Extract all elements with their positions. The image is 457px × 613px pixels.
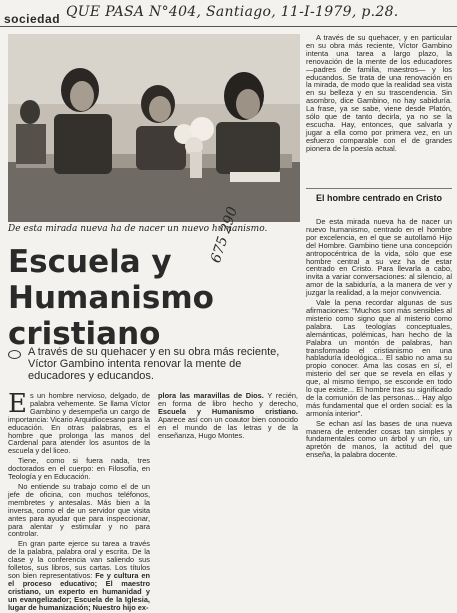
paragraph: Se echan así las bases de una nueva manera de entender cosas tan simples y fundamentales como un árbol y un río, un apretón de manos, la actitud del que enseña, la palabra docente. <box>306 418 452 460</box>
paragraph: Vale la pena recordar algunas de sus afirmaciones: "Muchos son más sensibles al misterio como signo que al misterio como palabra. Las teologías conceptuales, alemánticas, polémicas, han hecho de la Palabra un montón de palabras, han transformado el cristianismo en una habladuría ideológica... El sabio no ama su propio conocer. Ama las cosas en sí, el misterio del ser que se revela en ellas y que, al mismo tiempo, se esconde en todo lo que existe... El hombre tras su significado de la comunión de las personas... Hay algo más fundamental que el orden social: es la armonía interior". <box>306 298 452 418</box>
photo-caption: De esta mirada nueva ha de nacer un nuevo humanismo. <box>8 224 268 234</box>
headline-line: cristiano <box>8 316 161 352</box>
right-column-top <box>306 34 452 155</box>
paragraph: plora las maravillas de Dios. Y recién, en forma de libro hecho y derecho, Escuela y Humanismo cristiano. Aparece así con un coautor bien conocido en el mundo de las letras y de la enseñanza, Hugo Montes. <box>158 391 298 440</box>
eye-icon <box>8 350 21 359</box>
paragraph: A través de su quehacer, y en particular en su obra más reciente, Víctor Gambino intenta una tarea a largo plazo, la renovación de la mente de los educadores —padres de familia, maestros— y los educandos. Se trata de una renovación en la mirada, de modo que la realidad sea vista en su belleza y en su trascendencia. Sin asombro, dice Gambino, no hay sabiduría. La frase, ya se sabe, viene desde Platón, sólo que de tanto decirla, ya no se la escucha. Hay, entonces, que salvarla y jugar a ella como por primera vez, en un esfuerzo comparable con el de grandes pionera de la poesía actual. <box>306 33 452 153</box>
paragraph: De esta mirada nueva ha de nacer un nuevo humanismo, centrado en el hombre por excelencia, en el que se autollamó Hijo del Hombre. Gambino tiene una concepción antropocéntrica de la vida, sólo que ese hombre central a su vez ha de estar centrado en Cristo. Para llevarla a cabo, invita a variar conversaciones: al silencio, al amor de la sabiduría, a la manera de ver y juzgar la realidad, a la mejor convivencia. <box>306 217 452 298</box>
subhead-rule <box>306 188 452 189</box>
handwritten-margin-note: 675 290 <box>208 204 242 265</box>
section-label: sociedad <box>4 12 61 26</box>
headline-line: Humanismo <box>8 280 214 316</box>
handwritten-source-note: QUE PASA N°404, Santiago, 11-I-1979, p.28. <box>66 4 399 20</box>
classroom-photo <box>8 34 300 222</box>
paragraph: En gran parte ejerce su tarea a través de la palabra, palabra oral y escrita. De la clase y la conferencia van saliendo sus folletos, sus libros, sus cartas. Los títulos son bien representativos: Fe y cultura en el proceso educativo; El maestro cristiano, un experto en humanidad y un evangelizador; Escuela de la Iglesia, lugar de humanización; Nuestro hijo ex- <box>8 539 150 612</box>
lead-paragraph: A través de su quehacer y en su obra más reciente, Víctor Gambino intenta renovar la mente de educadores y educandos. <box>28 346 280 382</box>
paragraph: Es un hombre nervioso, delgado, de palabra vehemente. Se llama Víctor Gambino y desempeña un cargo de importancia: Vicario Arquidiocesano para la educación. En otras palabras, es el hombre que prolonga las manos del Cardenal para atender los asuntos de la escuela y del liceo. <box>8 389 151 456</box>
drop-cap: E <box>8 389 27 419</box>
right-column-bottom <box>306 218 452 461</box>
header-rule <box>0 26 457 27</box>
paragraph: No entiende su trabajo como el de un jefe de oficina, con muchos teléfonos, membretes y antesalas. Más bien a la inversa, como el de un servidor que visita antes para ayudar que para inspeccionar, para alentar y estimular y no para controlar. <box>8 481 150 539</box>
classroom-photo-illustration <box>8 34 300 222</box>
headline <box>8 244 298 352</box>
article-column-2 <box>158 392 298 441</box>
paragraph: Tiene, como si fuera nada, tres doctorados en el cuerpo: en Filosofía, en Teología y en Educación. <box>8 456 150 482</box>
headline-line: Escuela y <box>8 244 172 280</box>
subheading: El hombre centrado en Cristo <box>315 193 443 203</box>
article-column-1 <box>8 389 151 613</box>
